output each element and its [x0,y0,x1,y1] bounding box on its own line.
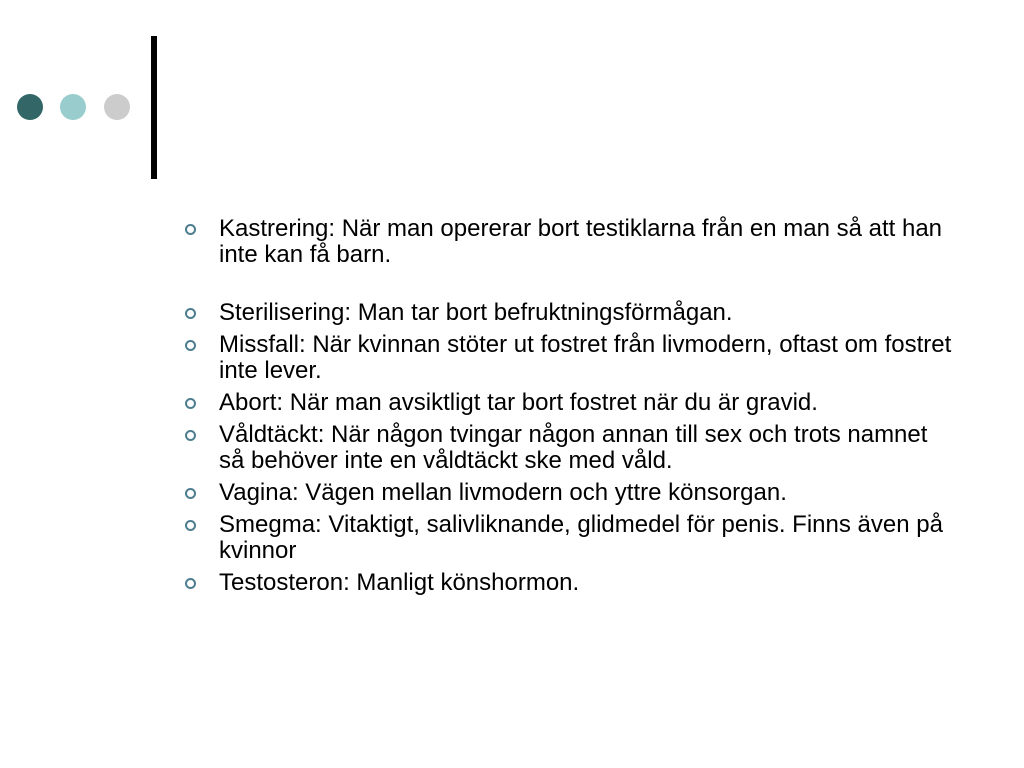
bullet-item-abort [183,390,953,416]
bullet-item-testosteron [183,570,953,596]
bullet-circle-icon [185,430,196,441]
gray-dot-icon [104,94,130,120]
bullet-text: Abort: När man avsiktligt tar bort fostret när du är gravid. [219,389,818,416]
light-teal-dot-icon [60,94,86,120]
decorative-dots [17,94,137,120]
slide-content [183,216,953,602]
bullet-item-valdtackt [183,422,953,474]
bullet-circle-icon [185,398,196,409]
bullet-circle-icon [185,520,196,531]
bullet-item-kastrering [183,216,953,268]
dark-teal-dot-icon [17,94,43,120]
bullet-text: Kastrering: När man opererar bort testiklarna från en man så att han inte kan få barn. [219,215,943,268]
bullet-text: Missfall: När kvinnan stöter ut fostret från livmodern, oftast om fostret inte lever. [219,331,952,384]
bullet-text: Smegma: Vitaktigt, salivliknande, glidmedel för penis. Finns även på kvinnor [219,511,943,564]
bullet-circle-icon [185,488,196,499]
bullet-circle-icon [185,340,196,351]
bullet-circle-icon [185,308,196,319]
bullet-item-missfall [183,332,953,384]
bullet-text: Vagina: Vägen mellan livmodern och yttre könsorgan. [219,479,787,506]
bullet-text: Testosteron: Manligt könshormon. [219,569,580,596]
bullet-item-smegma [183,512,953,564]
bullet-item-vagina [183,480,953,506]
vertical-divider-line [151,36,157,179]
bullet-circle-icon [185,578,196,589]
bullet-text: Våldtäckt: När någon tvingar någon annan till sex och trots namnet så behöver inte en våldtäckt ske med våld. [219,421,928,474]
bullet-item-sterilisering [183,300,953,326]
bullet-circle-icon [185,224,196,235]
bullet-text: Sterilisering: Man tar bort befruktningsförmågan. [219,299,733,326]
bullet-list [183,216,953,596]
